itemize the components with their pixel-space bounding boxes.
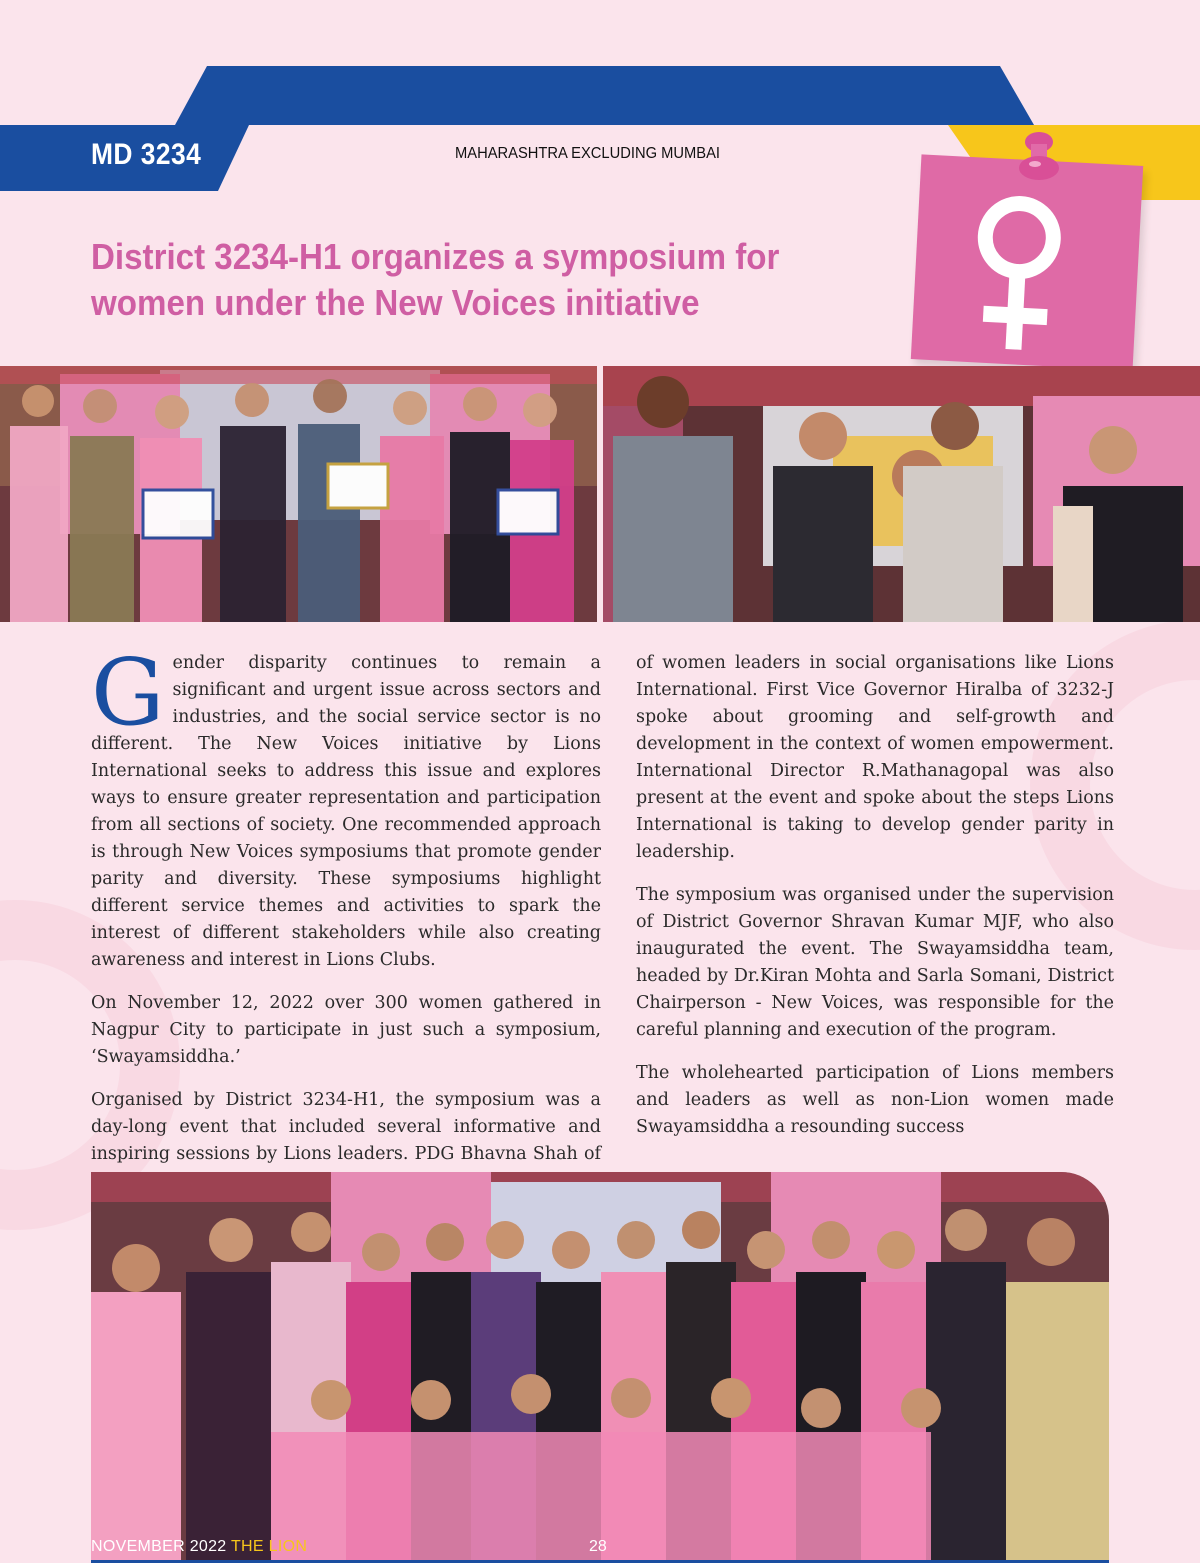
region-name: MAHARASHTRA EXCLUDING MUMBAI xyxy=(455,145,721,162)
award-photo-group xyxy=(0,366,597,622)
push-pin-icon xyxy=(1015,130,1063,194)
article-column-left xyxy=(91,639,601,1211)
article-paragraph xyxy=(91,639,601,974)
footer-issue xyxy=(91,1538,307,1556)
article-column-right xyxy=(636,650,1114,1157)
article-paragraph: of women leaders in social organisations like Lions International. First Vice Governor Hiralba of 3232-J spoke about grooming and self-growth and development in the context of women empowerment. International Director R.Mathanagopal was also present at the event and spoke about the steps Lions International is taking to develop gender parity in leadership. xyxy=(636,653,1114,862)
article-paragraph: The symposium was organised under the supervision of District Governor Shravan Kumar MJF, who also inaugurated the event. The Swayamsiddha team, headed by Dr.Kiran Mohta and Sarla Somani, District Chairperson - New Voices, was responsible for the careful planning and execution of the program. xyxy=(636,885,1114,1040)
page-number: 28 xyxy=(589,1538,607,1555)
drop-cap: G xyxy=(91,639,165,746)
article-paragraph: Organised by District 3234-H1, the symposium was a day-long event that included several informative and inspiring sessions by Lions leaders. PDG Bhavna Shah of xyxy=(91,1090,601,1164)
handshake-photo xyxy=(603,366,1200,622)
group-photo xyxy=(91,1172,1109,1563)
footer-brand: THE LION xyxy=(230,1538,308,1555)
headline: District 3234-H1 organizes a symposium for women under the New Voices initiative xyxy=(91,236,780,323)
article-paragraph: On November 12, 2022 over 300 women gathered in Nagpur City to participate in just such a symposium, ‘Swayamsiddha.’ xyxy=(91,993,601,1067)
footer-date: NOVEMBER 2022 xyxy=(91,1538,227,1555)
region-code: MD 3234 xyxy=(91,138,202,171)
article-paragraph-text: ender disparity continues to remain a significant and urgent issue across sectors and industries, and the social service sector is no different. The New Voices initiative by Lions International seeks to address this issue and explores ways to ensure greater representation and participation from all sections of society. One recommended approach is through New Voices symposiums that promote gender parity and diversity. These symposiums highlight different service themes and activities to spark the interest of different stakeholders while also creating awareness and interest in Lions Clubs. xyxy=(91,653,601,970)
article-paragraph: The wholehearted participation of Lions members and leaders as well as non-Lion women made Swayamsiddha a resounding success xyxy=(636,1063,1114,1137)
